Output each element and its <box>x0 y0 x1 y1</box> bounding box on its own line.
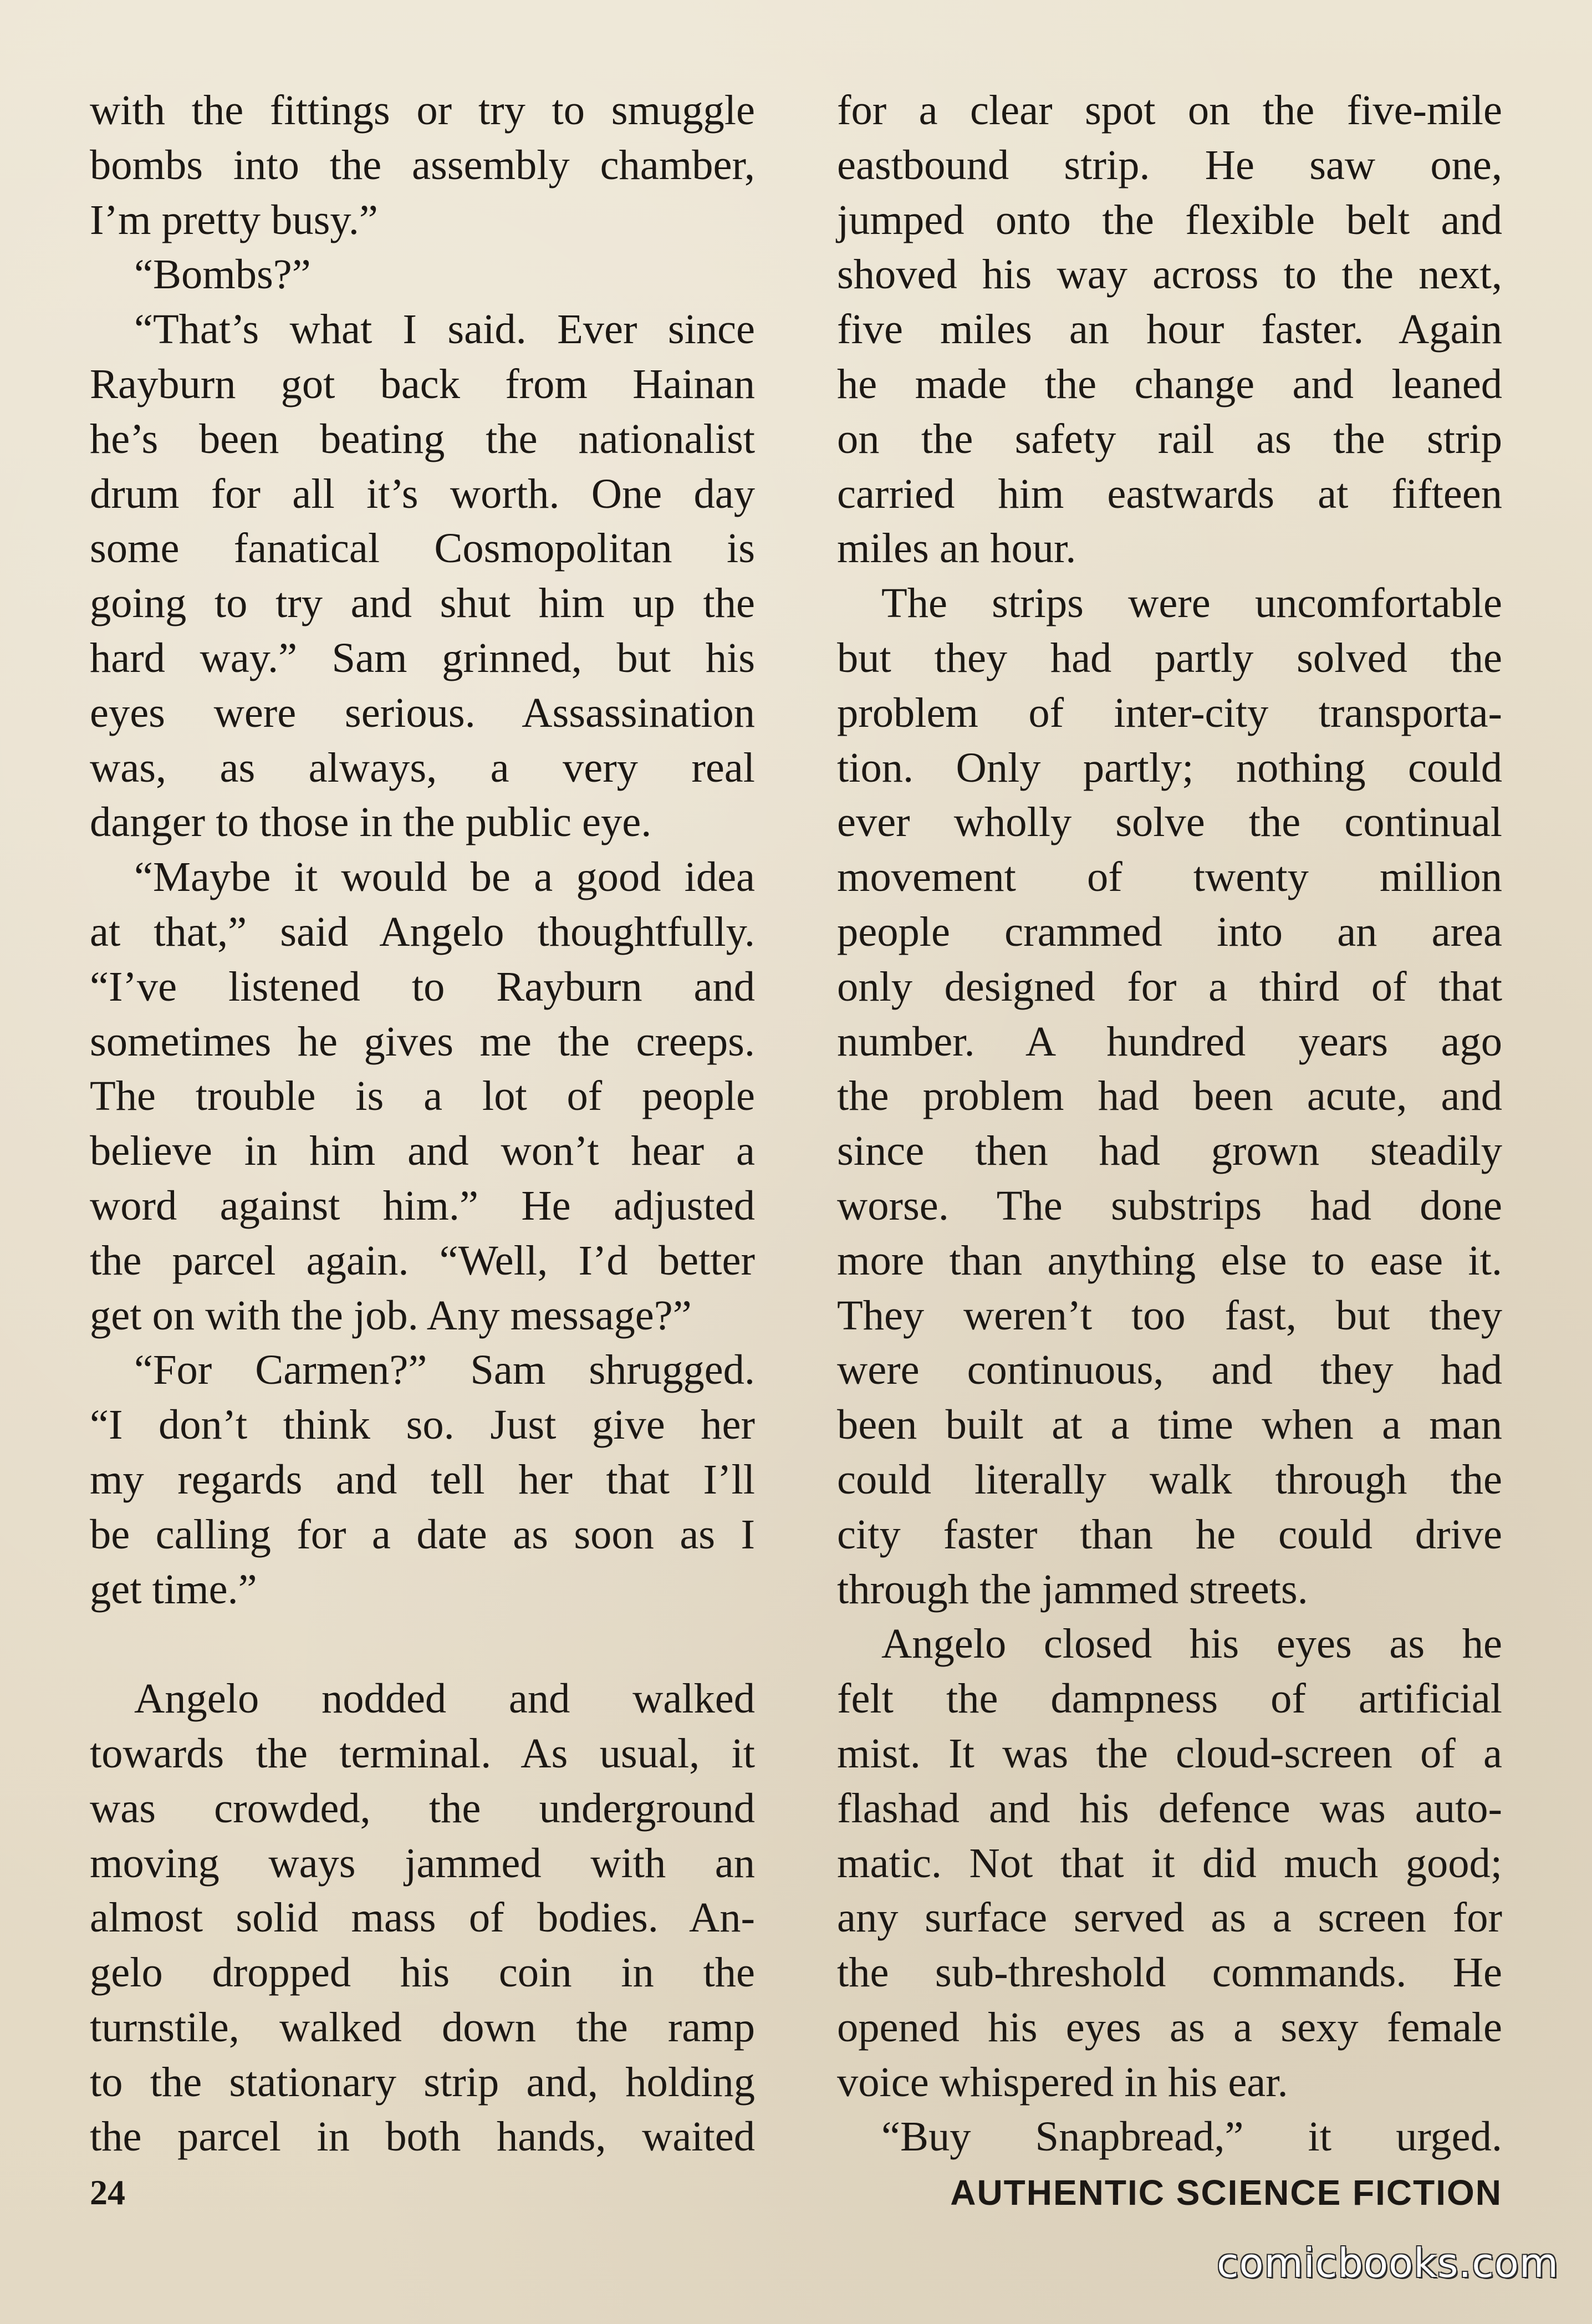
text-line: at that,” said Angelo thoughtfully. <box>90 908 755 955</box>
text-line: more than anything else to ease it. <box>837 1236 1502 1284</box>
text-line: flashad and his defence was auto- <box>837 1784 1502 1832</box>
text-line: some fanatical Cosmopolitan is <box>90 524 755 572</box>
text-line: with the fittings or try to smuggle <box>90 86 755 134</box>
text-line: opened his eyes as a sexy female <box>837 2003 1502 2051</box>
text-line: the sub-threshold commands. He <box>837 1949 1502 1996</box>
page-footer <box>90 2172 1502 2216</box>
text-line: “For Carmen?” Sam shrugged. <box>134 1346 755 1394</box>
text-line: mist. It was the cloud-screen of a <box>837 1729 1502 1777</box>
page-number: 24 <box>90 2173 125 2212</box>
text-line: were continuous, and they had <box>837 1346 1502 1394</box>
text-line: Rayburn got back from Hainan <box>90 360 755 407</box>
text-line: moving ways jammed with an <box>90 1839 755 1887</box>
text-line: was crowded, the underground <box>90 1784 755 1832</box>
text-line: shoved his way across to the next, <box>837 251 1502 298</box>
text-line: he made the change and leaned <box>837 360 1502 407</box>
text-line: movement of twenty million <box>837 853 1502 901</box>
text-line: the problem had been acute, and <box>837 1072 1502 1120</box>
section-break <box>90 1617 755 1671</box>
text-line: eyes were serious. Assassination <box>90 689 755 736</box>
text-line: get on with the job. Any message?” <box>90 1291 692 1339</box>
text-line: number. A hundred years ago <box>837 1017 1502 1065</box>
text-line: get time.” <box>90 1565 257 1613</box>
text-line: but they had partly solved the <box>837 634 1502 681</box>
text-line: since then had grown steadily <box>837 1127 1502 1175</box>
text-line: bombs into the assembly chamber, <box>90 141 755 188</box>
text-line: The trouble is a lot of people <box>90 1072 755 1120</box>
text-line: on the safety rail as the strip <box>837 415 1502 462</box>
text-line: could literally walk through the <box>837 1455 1502 1503</box>
text-line: The strips were uncomfortable <box>881 579 1502 627</box>
text-line: be calling for a date as soon as I <box>90 1510 755 1558</box>
text-line: danger to those in the public eye. <box>90 798 652 846</box>
text-line: ever wholly solve the continual <box>837 798 1502 846</box>
text-line: was, as always, a very real <box>90 743 755 791</box>
text-line: drum for all it’s worth. One day <box>90 470 755 517</box>
text-line: “Maybe it would be a good idea <box>134 853 755 901</box>
text-line: “I’ve listened to Rayburn and <box>90 962 755 1010</box>
text-line: towards the terminal. As usual, it <box>90 1729 755 1777</box>
text-line: gelo dropped his coin in the <box>90 1949 755 1996</box>
text-line: miles an hour. <box>837 524 1076 572</box>
text-line: he’s been beating the nationalist <box>90 415 755 462</box>
text-line: matic. Not that it did much good; <box>837 1839 1502 1887</box>
text-line: almost solid mass of bodies. An- <box>90 1894 755 1941</box>
text-line: Angelo nodded and walked <box>134 1675 755 1722</box>
text-line: five miles an hour faster. Again <box>837 305 1502 353</box>
text-line: voice whispered in his ear. <box>837 2058 1288 2106</box>
text-line: my regards and tell her that I’ll <box>90 1455 755 1503</box>
text-line: worse. The substrips had done <box>837 1181 1502 1229</box>
text-line: word against him.” He adjusted <box>90 1181 755 1229</box>
text-line: been built at a time when a man <box>837 1401 1502 1449</box>
text-line: sometimes he gives me the creeps. <box>90 1017 755 1065</box>
text-line: for a clear spot on the five-mile <box>837 86 1502 134</box>
text-line: Angelo closed his eyes as he <box>881 1620 1502 1668</box>
text-line: only designed for a third of that <box>837 962 1502 1010</box>
text-line: to the stationary strip and, holding <box>90 2058 755 2106</box>
text-line: I’m pretty busy.” <box>90 196 378 243</box>
text-line: eastbound strip. He saw one, <box>837 141 1502 188</box>
text-line: carried him eastwards at fifteen <box>837 470 1502 517</box>
text-line: “Bombs?” <box>134 251 311 298</box>
text-line: “Buy Snapbread,” it urged. <box>881 2113 1502 2160</box>
text-line: hard way.” Sam grinned, but his <box>90 634 755 681</box>
text-line: They weren’t too fast, but they <box>837 1291 1502 1339</box>
watermark-logo: comicbooks.com <box>1216 2240 1559 2286</box>
text-line: city faster than he could drive <box>837 1510 1502 1558</box>
text-line: believe in him and won’t hear a <box>90 1127 755 1175</box>
magazine-title: AUTHENTIC SCIENCE FICTION <box>950 2173 1502 2213</box>
right-text-column <box>837 83 1502 2164</box>
text-line: the parcel in both hands, waited <box>90 2113 755 2160</box>
left-text-column <box>90 83 755 2164</box>
text-line: turnstile, walked down the ramp <box>90 2003 755 2051</box>
text-line: people crammed into an area <box>837 908 1502 955</box>
text-line: “I don’t think so. Just give her <box>90 1401 755 1449</box>
text-line: “That’s what I said. Ever since <box>134 305 755 353</box>
text-line: going to try and shut him up the <box>90 579 755 627</box>
text-line: any surface served as a screen for <box>837 1894 1502 1941</box>
text-line: through the jammed streets. <box>837 1565 1308 1613</box>
text-line: tion. Only partly; nothing could <box>837 743 1502 791</box>
text-line: jumped onto the flexible belt and <box>837 196 1502 243</box>
text-line: felt the dampness of artificial <box>837 1675 1502 1722</box>
text-line: the parcel again. “Well, I’d better <box>90 1236 755 1284</box>
text-line: problem of inter-city transporta- <box>837 689 1502 736</box>
